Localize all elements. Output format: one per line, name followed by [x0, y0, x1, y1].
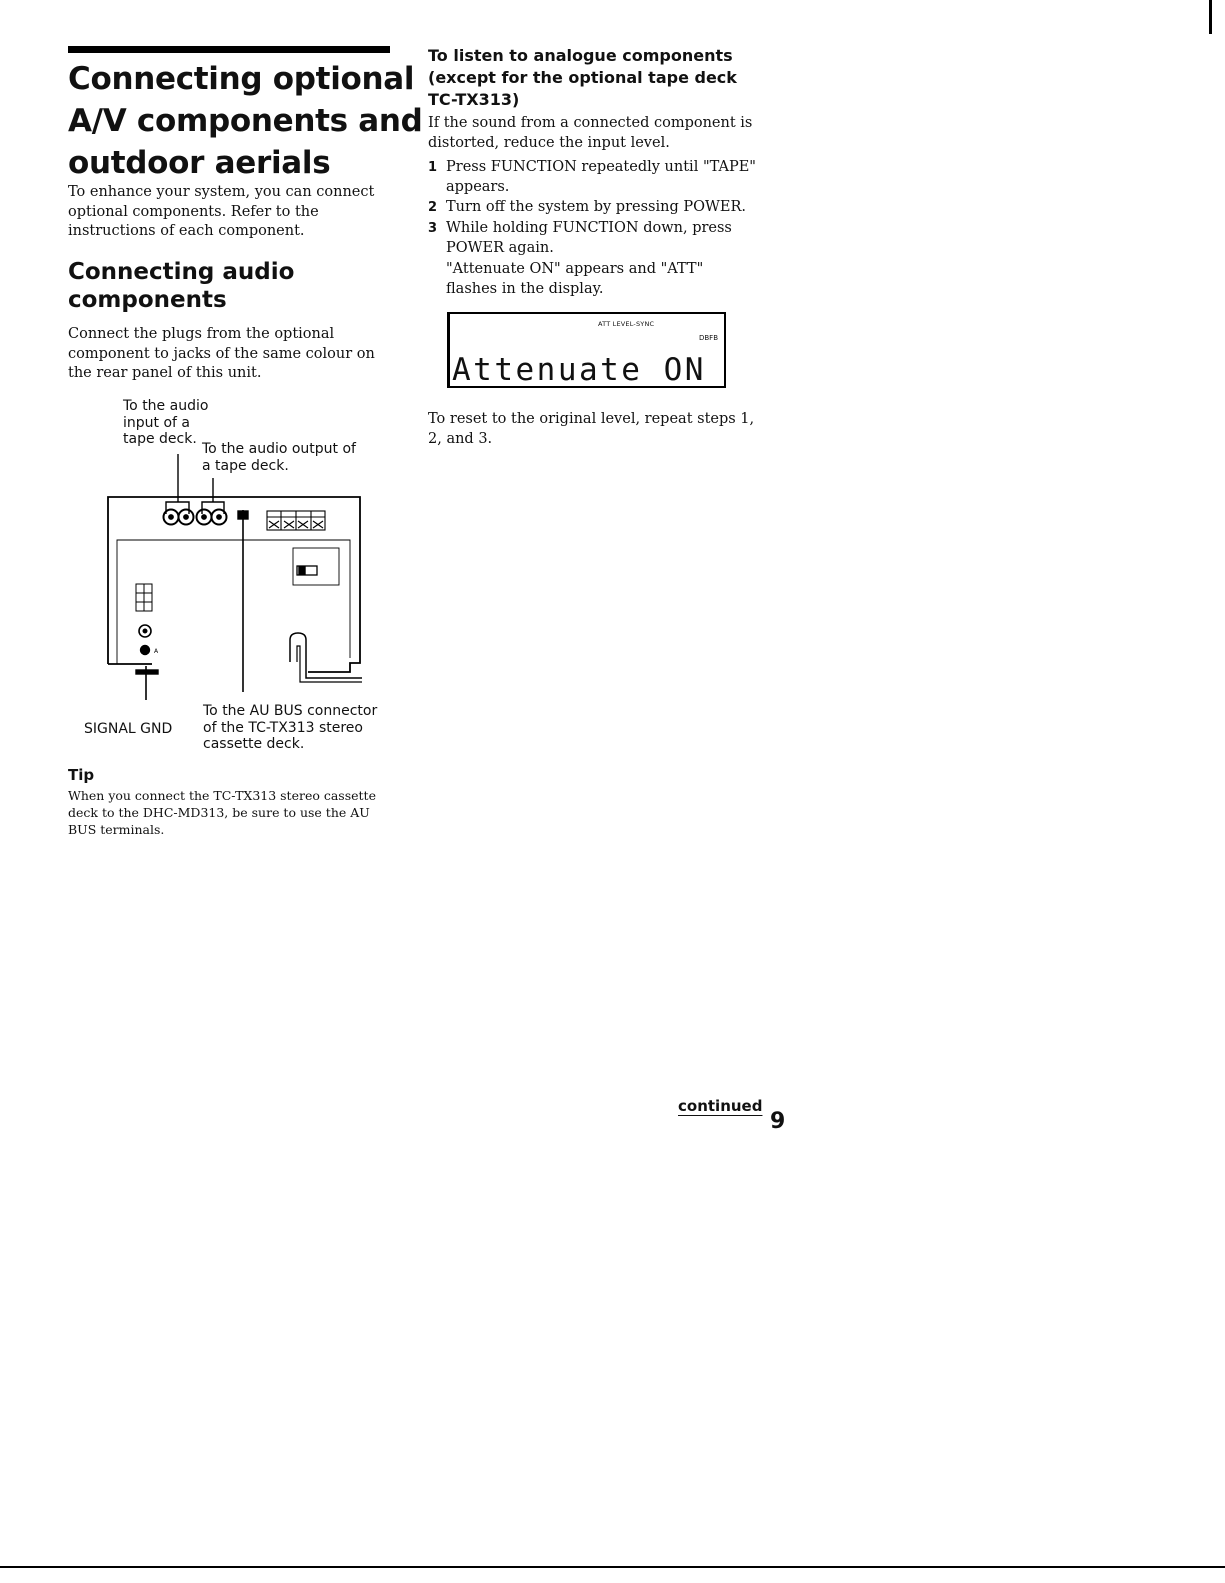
rca-jacks [164, 510, 227, 525]
page-title [68, 58, 423, 184]
section-heading [68, 258, 388, 314]
display-indicator-dbfb: DBFB [698, 334, 718, 342]
title-line-2: A/V components and [68, 103, 423, 139]
right-heading-line-1: To listen to analogue components [428, 46, 733, 65]
step-1 [428, 158, 758, 197]
signal-gnd-mark: A [154, 648, 159, 655]
step-3-text: While holding FUNCTION down, press POWER again. [446, 220, 732, 256]
connect-paragraph: Connect the plugs from the optional component to jacks of the same colour on the rear panel of this unit. [68, 326, 375, 381]
display-indicator-att: ATT LEVEL-SYNC [598, 320, 655, 328]
tip-heading: Tip [68, 766, 95, 784]
signal-gnd-terminal [141, 646, 150, 655]
rear-panel-diagram [100, 450, 370, 700]
step-1-number: 1 [428, 160, 438, 175]
right-heading-line-3: TC-TX313) [428, 90, 520, 109]
foot [136, 670, 158, 674]
continued-label: continued [678, 1097, 763, 1115]
label-audio-output-line-2: a tape deck. [202, 457, 289, 474]
reset-text: To reset to the original level, repeat steps 1, 2, and 3. [428, 411, 755, 447]
label-signal-gnd: SIGNAL GND [84, 721, 173, 737]
label-audio-input [123, 398, 208, 448]
step-2-number: 2 [428, 200, 438, 215]
title-line-1: Connecting optional [68, 61, 415, 97]
label-au-bus [203, 703, 377, 753]
right-intro: If the sound from a connected component is distorted, reduce the input level. [428, 115, 753, 151]
speaker-terminals [267, 511, 325, 530]
step-2-text: Turn off the system by pressing POWER. [446, 199, 747, 215]
page-number: 9 [770, 1109, 786, 1134]
intro-paragraph: To enhance your system, you can connect optional components. Refer to the instructions of each component. [68, 184, 375, 239]
bottom-edge-line [0, 1566, 1225, 1568]
step-3-number: 3 [428, 221, 438, 236]
step-3 [428, 219, 758, 258]
step-3-note: "Attenuate ON" appears and "ATT" flashes in the display. [446, 261, 704, 297]
section-heading-line-2: components [68, 287, 227, 313]
lcd-display [447, 312, 726, 388]
edge-mark [1209, 0, 1212, 34]
label-audio-input-line-3: tape deck. [123, 431, 197, 447]
section-heading-line-1: Connecting audio [68, 259, 295, 285]
tip-text: When you connect the TC-TX313 stereo cassette deck to the DHC-MD313, be sure to use the AU BUS terminals. [68, 788, 376, 837]
right-heading-line-2: (except for the optional tape deck [428, 68, 737, 87]
label-au-bus-line-1: To the AU BUS connector [203, 703, 378, 719]
display-text: Attenuate ON [452, 352, 706, 388]
title-rule [68, 46, 390, 53]
label-au-bus-line-2: of the TC-TX313 stereo [203, 719, 363, 736]
right-heading [428, 45, 758, 111]
au-bus-connector [238, 511, 248, 519]
label-audio-input-line-2: input of a [123, 414, 190, 431]
label-audio-input-line-1: To the audio [123, 398, 209, 414]
label-audio-output-line-1: To the audio output of [202, 441, 356, 457]
step-1-text: Press FUNCTION repeatedly until "TAPE" appears. [446, 159, 756, 195]
step-2 [428, 198, 758, 218]
label-au-bus-line-3: cassette deck. [203, 736, 305, 752]
title-line-3: outdoor aerials [68, 145, 331, 181]
aerial-terminal [136, 584, 152, 611]
